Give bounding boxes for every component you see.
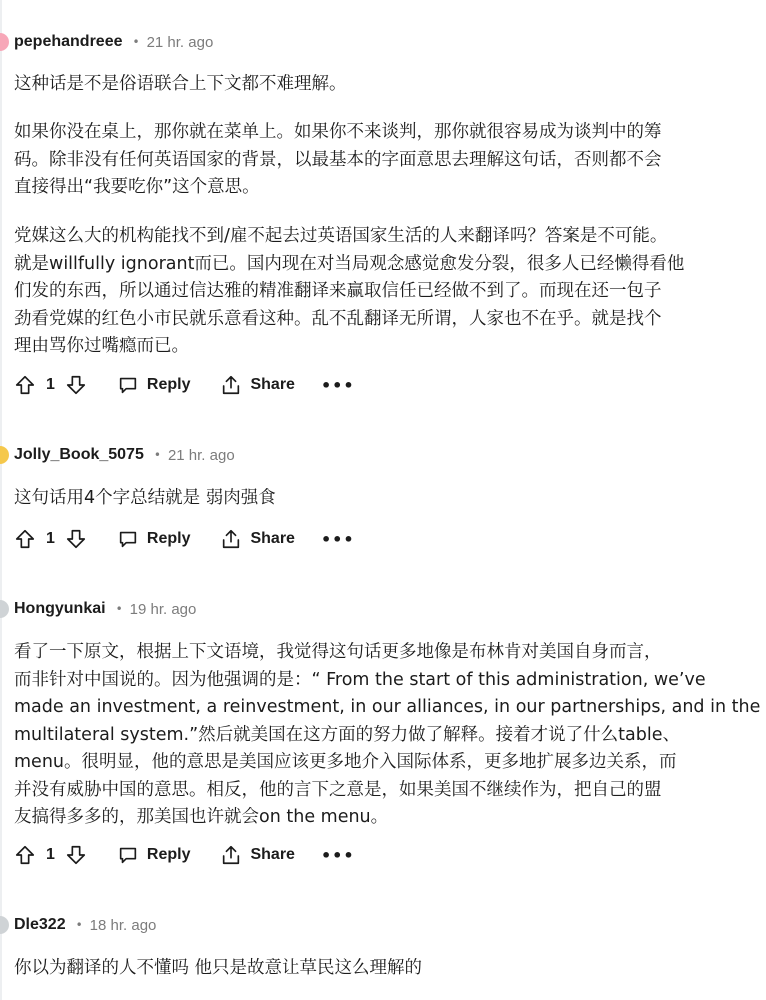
- comment-header: [14, 915, 156, 935]
- comment-header: [14, 445, 235, 465]
- more-options-icon[interactable]: •••: [320, 845, 355, 865]
- share-icon: [220, 528, 242, 550]
- timestamp[interactable]: 19 hr. ago: [129, 600, 197, 618]
- vote-score: 1: [46, 846, 55, 863]
- comment-bubble-icon: [117, 374, 139, 396]
- reply-button[interactable]: [117, 374, 191, 396]
- downvote-icon[interactable]: [65, 528, 87, 550]
- comment-header: [14, 32, 213, 52]
- comment-paragraph: 如果你没在桌上，那你就在菜单上。如果你不来谈判，那你就很容易成为谈判中的筹 码。除非没有任何英语国家的背景，以最基本的字面意思去理解这句话，否则都不会 直接得出“我要吃你”这个意思。: [14, 122, 662, 197]
- share-label: Share: [250, 846, 295, 863]
- avatar[interactable]: [0, 600, 9, 618]
- comment-actions: [14, 371, 355, 399]
- separator-dot: •: [115, 602, 123, 616]
- reply-button[interactable]: [117, 528, 191, 550]
- avatar[interactable]: [0, 446, 9, 464]
- separator-dot: •: [132, 35, 140, 49]
- more-options-icon[interactable]: •••: [320, 375, 355, 395]
- share-label: Share: [250, 376, 295, 393]
- share-icon: [220, 844, 242, 866]
- reply-label: Reply: [146, 376, 191, 393]
- comment-header: [14, 599, 196, 619]
- share-button[interactable]: [220, 844, 294, 866]
- comment-paragraph: 看了一下原文，根据上下文语境，我觉得这句话更多地像是布林肯对美国自身而言， 而非针对中国说的。因为他强调的是：“ From the start of this administration, we’ve made an investment, a reinvestment, in our alliances, in our partnerships, and in the multilateral system.”然后就美国在这方面的努力做了解释。接着才说了什么table、 menu。很明显，他的意思是美国应该更多地介入国际体系，更多地扩展多边关系，而 并没有威胁中国的意思。相反，他的言下之意是，如果美国不继续作为，把自己的盟 友搞得多多的，那美国也许就会on the menu。: [14, 642, 761, 827]
- comment-paragraph: 党媒这么大的机构能找不到/雇不起去过英语国家生活的人来翻译吗？答案是不可能。 就是willfully ignorant而已。国内现在对当局观念感觉愈发分裂，很多人已经懒得看他 们发的东西，所以通过信达雅的精准翻译来赢取信任已经做不到了。而现在还一包子 劲看党媒的红色小市民就乐意看这种。乱不乱翻译无所谓，人家也不在乎。就是找个 理由骂你过嘴瘾而已。: [14, 226, 685, 356]
- author-name[interactable]: Dle322: [14, 916, 66, 933]
- share-button[interactable]: [220, 528, 294, 550]
- avatar[interactable]: [0, 916, 9, 934]
- downvote-icon[interactable]: [65, 374, 87, 396]
- vote-score: 1: [46, 530, 55, 547]
- downvote-icon[interactable]: [65, 844, 87, 866]
- reply-button[interactable]: [117, 844, 191, 866]
- more-options-icon[interactable]: •••: [320, 529, 355, 549]
- timestamp[interactable]: 21 hr. ago: [146, 33, 214, 51]
- timestamp[interactable]: 21 hr. ago: [167, 446, 235, 464]
- thread-line: [0, 0, 2, 1000]
- upvote-icon[interactable]: [14, 844, 36, 866]
- vote-score: 1: [46, 376, 55, 393]
- comment-bubble-icon: [117, 528, 139, 550]
- vote-controls: [14, 528, 87, 550]
- separator-dot: •: [153, 448, 161, 462]
- author-name[interactable]: pepehandreee: [14, 33, 123, 50]
- share-icon: [220, 374, 242, 396]
- separator-dot: •: [75, 918, 83, 932]
- upvote-icon[interactable]: [14, 374, 36, 396]
- comment-actions: [14, 525, 355, 553]
- comment-paragraph: 你以为翻译的人不懂吗 他只是故意让草民这么理解的: [14, 958, 423, 978]
- comment-actions: [14, 841, 355, 869]
- upvote-icon[interactable]: [14, 528, 36, 550]
- author-name[interactable]: Hongyunkai: [14, 600, 106, 617]
- share-label: Share: [250, 530, 295, 547]
- comment-paragraph: 这句话用4个字总结就是 弱肉强食: [14, 488, 276, 508]
- reply-label: Reply: [146, 530, 191, 547]
- avatar[interactable]: [0, 33, 9, 51]
- vote-controls: [14, 844, 87, 866]
- comment-bubble-icon: [117, 844, 139, 866]
- vote-controls: [14, 374, 87, 396]
- reply-label: Reply: [146, 846, 191, 863]
- comment-paragraph: 这种话是不是俗语联合上下文都不难理解。: [14, 74, 347, 94]
- timestamp[interactable]: 18 hr. ago: [89, 916, 157, 934]
- share-button[interactable]: [220, 374, 294, 396]
- author-name[interactable]: Jolly_Book_5075: [14, 446, 144, 463]
